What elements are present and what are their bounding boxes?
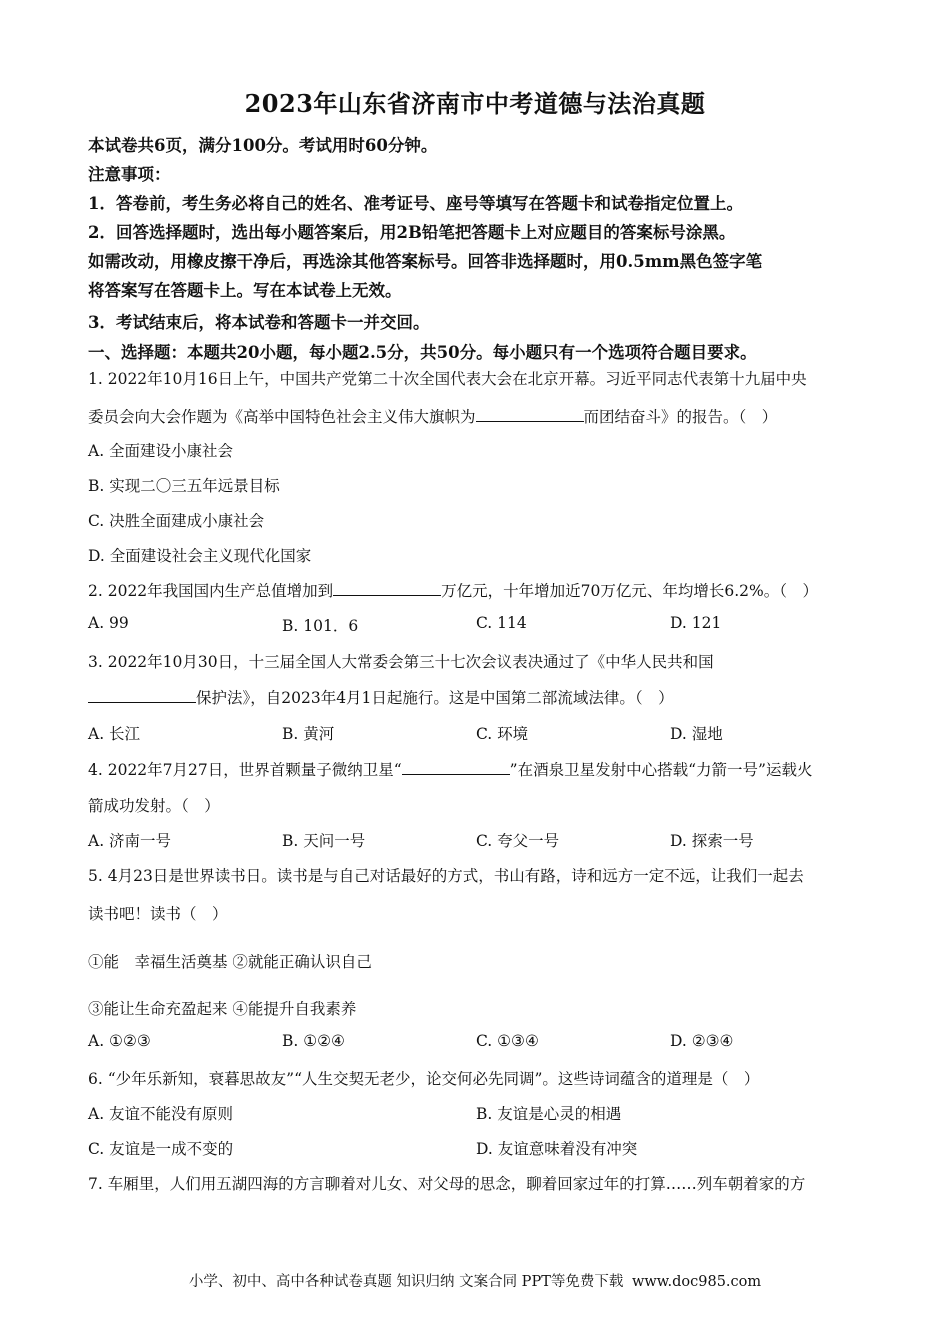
notice-item-3: 3．考试结束后，将本试卷和答题卡一并交回。 (88, 313, 430, 332)
notice-item-2: 2．回答选择题时，选出每小题答案后，用2B铅笔把答题卡上对应题目的答案标号涂黑。 (88, 223, 736, 242)
question-text: 而团结奋斗》的报告。（ ） (583, 408, 778, 426)
answer-blank (88, 688, 196, 703)
question-text: 4. 2022年7月27日，世界首颗量子微纳卫星“ (88, 761, 402, 779)
question-2-text (88, 579, 818, 601)
question-2-option-b: B. 101．6 (282, 617, 359, 635)
question-5-option-c: C. ①③④ (476, 1032, 539, 1050)
question-1-text: 1. 2022年10月16日上午，中国共产党第二十次全国代表大会在北京开幕。习近平同志代表第十九届中央 (88, 370, 807, 388)
question-text: 万亿元，十年增加近70万亿元、年均增长6.2%。（ ） (441, 582, 819, 600)
question-2-option-a: A. 99 (88, 614, 129, 632)
question-5-text: 5. 4月23日是世界读书日。读书是与自己对话最好的方式，书山有路，诗和远方一定不远，让我们一起去 (88, 867, 804, 885)
answer-blank (333, 581, 441, 596)
question-6-option-b: B. 友谊是心灵的相遇 (476, 1105, 622, 1123)
question-4-option-d: D. 探索一号 (670, 832, 754, 850)
notice-item-2-cont: 如需改动，用橡皮擦干净后，再选涂其他答案标号。回答非选择题时，用0.5mm黑色签字笔 (88, 252, 763, 271)
question-7-text: 7. 车厢里，人们用五湖四海的方言聊着对儿女、对父母的思念，聊着回家过年的打算……列车朝着家的方 (88, 1175, 806, 1193)
section-heading: 一、选择题：本题共20小题，每小题2.5分，共50分。每小题只有一个选项符合题目要求。 (88, 343, 757, 362)
question-1-option-a: A. 全面建设小康社会 (88, 442, 234, 460)
question-3-text: 3. 2022年10月30日，十三届全国人大常委会第三十七次会议表决通过了《中华人民共和国 (88, 653, 714, 671)
question-3-text-cont (88, 686, 674, 708)
question-text: ”在酒泉卫星发射中心搭载“力箭一号”运载火 (509, 761, 813, 779)
question-4-option-c: C. 夸父一号 (476, 832, 560, 850)
question-3-option-b: B. 黄河 (282, 725, 335, 743)
notice-item-1: 1．答卷前，考生务必将自己的姓名、准考证号、座号等填写在答题卡和试卷指定位置上。 (88, 194, 743, 213)
question-5-text-cont: 读书吧！读书（ ） (88, 905, 228, 923)
notice-item-2-end: 将答案写在答题卡上。写在本试卷上无效。 (88, 281, 402, 300)
question-text: 保护法》，自2023年4月1日起施行。这是中国第二部流域法律。（ ） (196, 689, 674, 707)
answer-blank (476, 407, 584, 422)
question-3-option-d: D. 湿地 (670, 725, 723, 743)
question-4-text-cont: 箭成功发射。（ ） (88, 797, 220, 815)
question-3-option-a: A. 长江 (88, 725, 141, 743)
footer-link[interactable]: www.doc985.com (631, 1274, 762, 1290)
question-6-option-d: D. 友谊意味着没有冲突 (476, 1140, 638, 1158)
question-1-option-c: C. 决胜全面建成小康社会 (88, 512, 265, 530)
question-1-text-cont (88, 405, 777, 427)
question-6-text: 6. “少年乐新知，衰暮思故友”“人生交契无老少，论交何必先同调”。这些诗词蕴含的道理是（ ） (88, 1070, 760, 1088)
question-4-option-b: B. 天问一号 (282, 832, 366, 850)
question-5-statements-1: ①能 幸福生活奠基 ②就能正确认识自己 (88, 953, 372, 971)
page-footer (0, 1270, 950, 1291)
question-5-option-b: B. ①②④ (282, 1032, 345, 1050)
notice-heading: 注意事项： (88, 165, 171, 184)
question-1-option-b: B. 实现二〇三五年远景目标 (88, 477, 280, 495)
footer-text: 小学、初中、高中各种试卷真题 知识归纳 文案合同 PPT等免费下载 (188, 1274, 624, 1290)
question-1-option-d: D. 全面建设社会主义现代化国家 (88, 547, 312, 565)
question-6-option-a: A. 友谊不能没有原则 (88, 1105, 234, 1123)
question-2-option-c: C. 114 (476, 614, 527, 632)
question-text: 2. 2022年我国国内生产总值增加到 (88, 582, 334, 600)
question-5-option-a: A. ①②③ (88, 1032, 151, 1050)
question-text: 委员会向大会作题为《高举中国特色社会主义伟大旗帜为 (88, 408, 476, 426)
question-5-option-d: D. ②③④ (670, 1032, 734, 1050)
question-4-option-a: A. 济南一号 (88, 832, 172, 850)
answer-blank (402, 760, 510, 775)
page-title: 2023年山东省济南市中考道德与法治真题 (244, 89, 706, 118)
question-6-option-c: C. 友谊是一成不变的 (88, 1140, 234, 1158)
question-2-option-d: D. 121 (670, 614, 722, 632)
question-5-statements-2: ③能让生命充盈起来 ④能提升自我素养 (88, 1000, 357, 1018)
question-4-text (88, 758, 812, 780)
exam-info: 本试卷共6页，满分100分。考试用时60分钟。 (88, 136, 438, 155)
question-3-option-c: C. 环境 (476, 725, 529, 743)
